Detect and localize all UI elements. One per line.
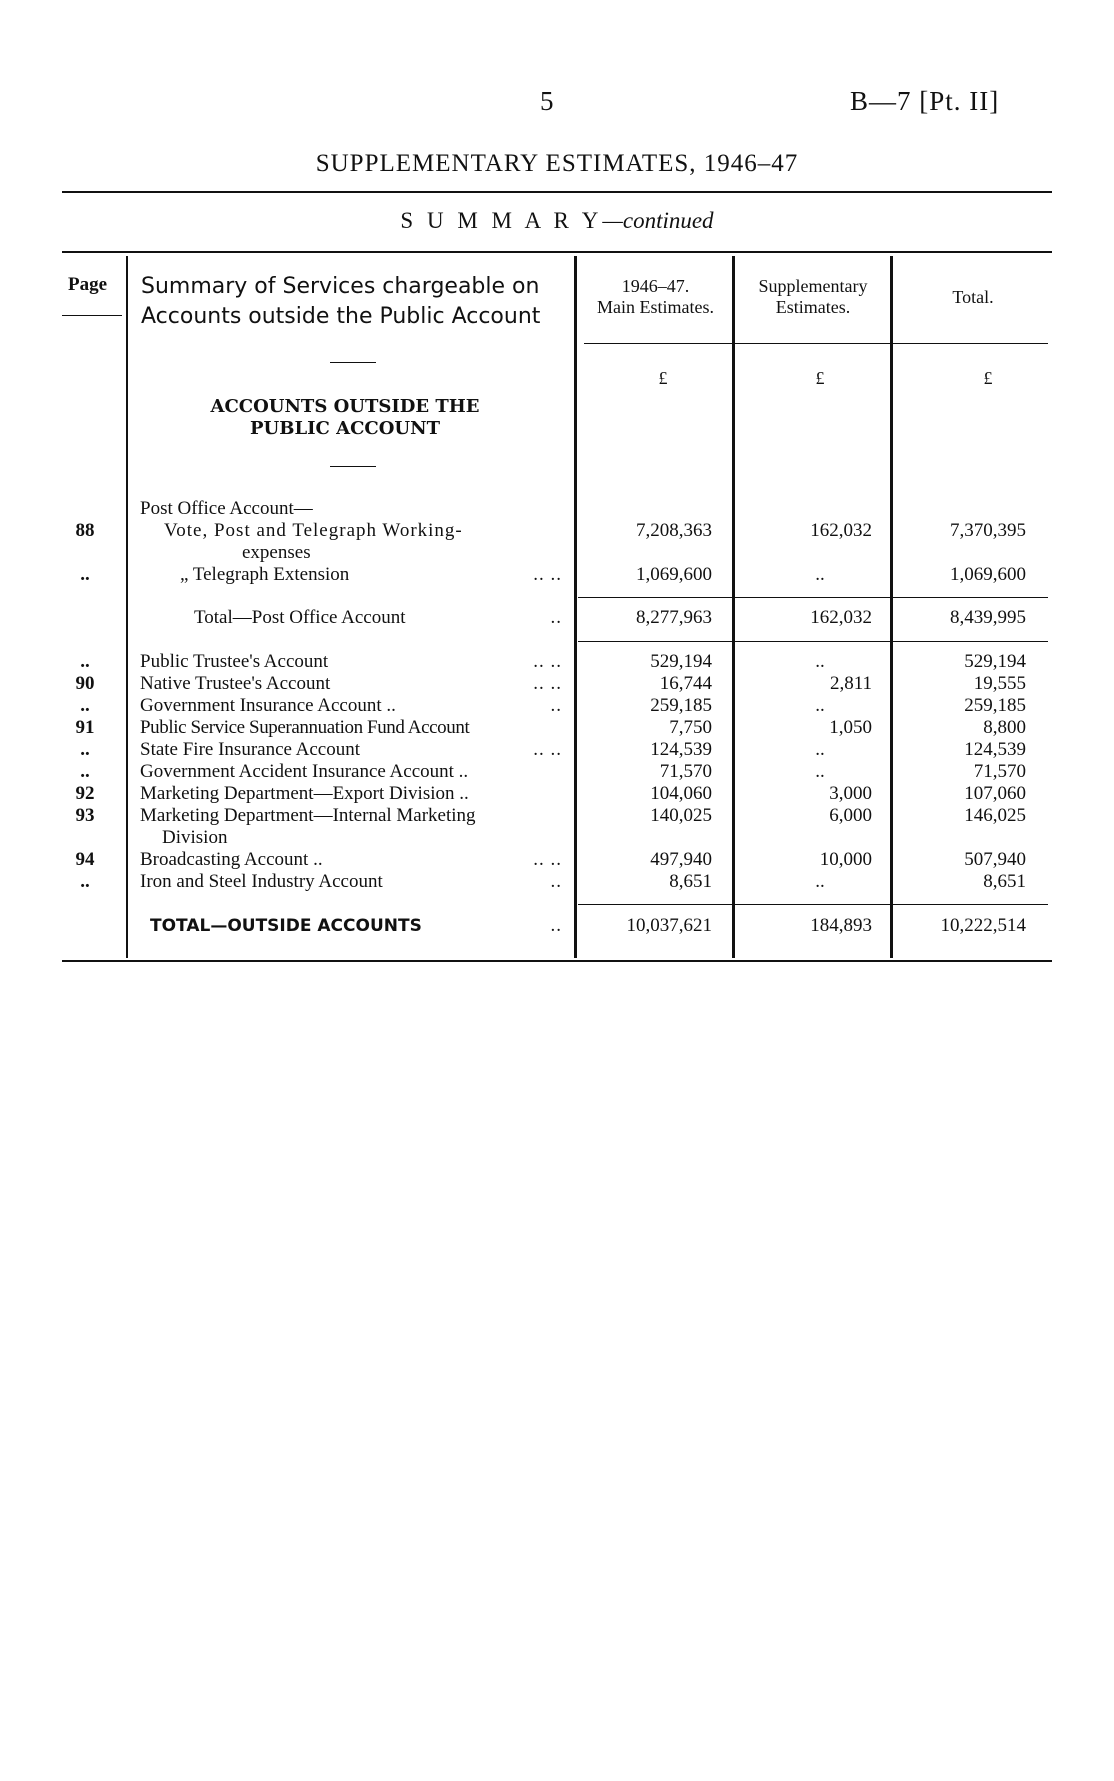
row-label: Marketing Department—Export Division .. bbox=[140, 783, 469, 804]
row-label: Broadcasting Account .. bbox=[140, 849, 323, 870]
table-row bbox=[0, 805, 1114, 827]
row-leader-dots: .. bbox=[550, 607, 562, 628]
row-main-estimate: 16,744 bbox=[659, 673, 712, 694]
row-main-estimate: 71,570 bbox=[659, 761, 712, 782]
row-total: 124,539 bbox=[964, 739, 1026, 760]
row-main-estimate: 259,185 bbox=[650, 695, 712, 716]
row-total: 1,069,600 bbox=[950, 564, 1026, 585]
row-main-estimate: 140,025 bbox=[650, 805, 712, 826]
main-header-line2: Main Estimates. bbox=[597, 297, 714, 317]
row-supplementary: 3,000 bbox=[829, 783, 872, 804]
row-label: Government Accident Insurance Account .. bbox=[140, 761, 469, 782]
table-row bbox=[0, 783, 1114, 805]
table-row bbox=[0, 761, 1114, 783]
grand-total-main: 10,037,621 bbox=[626, 915, 712, 936]
row-leader-dots: .. bbox=[550, 915, 562, 936]
grand-total-total: 10,222,514 bbox=[940, 915, 1026, 936]
figures-header-rule bbox=[584, 343, 1048, 344]
row-supplementary: .. bbox=[815, 739, 825, 760]
row-total: 8,800 bbox=[983, 717, 1026, 738]
grand-total-label: TOTAL—OUTSIDE ACCOUNTS bbox=[150, 916, 422, 936]
table-row bbox=[0, 673, 1114, 695]
page-column-header: Page bbox=[68, 274, 108, 295]
document-title: SUPPLEMENTARY ESTIMATES, 1946–47 bbox=[315, 150, 799, 177]
supp-currency: £ bbox=[815, 368, 825, 388]
row-leader-dots: .. .. bbox=[533, 651, 562, 672]
document-reference: B—7 [Pt. II] bbox=[850, 86, 1000, 116]
row-total: 8,439,995 bbox=[950, 607, 1026, 628]
main-currency: £ bbox=[658, 368, 668, 388]
post-office-heading-row bbox=[0, 498, 1114, 520]
row-leader-dots: .. bbox=[550, 871, 562, 892]
supplementary-estimates-header bbox=[736, 276, 890, 318]
description-header-line2: Accounts outside the Public Account bbox=[141, 304, 541, 329]
row-label: Government Insurance Account .. bbox=[140, 695, 396, 716]
row-page: .. bbox=[80, 651, 90, 672]
post-office-heading: Post Office Account— bbox=[140, 498, 313, 519]
row-label-continuation: Division bbox=[162, 827, 228, 848]
title-rule bbox=[62, 191, 1052, 193]
row-label: Native Trustee's Account bbox=[140, 673, 331, 694]
row-leader-dots: .. bbox=[550, 695, 562, 716]
row-leader-dots: .. .. bbox=[533, 673, 562, 694]
row-page: .. bbox=[80, 761, 90, 782]
subtitle-main: S U M M A R Y bbox=[400, 208, 603, 233]
table-row bbox=[0, 739, 1114, 761]
row-page: .. bbox=[80, 564, 90, 585]
row-supplementary: 162,032 bbox=[810, 520, 872, 541]
section-heading-line2: PUBLIC ACCOUNT bbox=[250, 418, 440, 439]
row-label: Iron and Steel Industry Account bbox=[140, 871, 383, 892]
table-row-continuation bbox=[0, 827, 1114, 849]
table-row bbox=[0, 717, 1114, 739]
table-row bbox=[0, 651, 1114, 673]
row-label: Public Service Superannuation Fund Account bbox=[140, 717, 470, 738]
row-main-estimate: 1,069,600 bbox=[636, 564, 712, 585]
description-column-header bbox=[141, 272, 540, 332]
row-total: 7,370,395 bbox=[950, 520, 1026, 541]
section-rule-bottom bbox=[330, 466, 376, 467]
row-supplementary: 10,000 bbox=[819, 849, 872, 870]
row-total: 71,570 bbox=[973, 761, 1026, 782]
table-top-rule bbox=[62, 251, 1052, 253]
row-page: .. bbox=[80, 871, 90, 892]
section-rule-top bbox=[330, 362, 376, 363]
section-heading-line1: ACCOUNTS OUTSIDE THE bbox=[210, 396, 480, 417]
table-row bbox=[0, 520, 1114, 542]
row-label: State Fire Insurance Account bbox=[140, 739, 361, 760]
row-page: .. bbox=[80, 739, 90, 760]
table-row bbox=[0, 849, 1114, 871]
row-total: 259,185 bbox=[964, 695, 1026, 716]
table-bottom-rule bbox=[62, 960, 1052, 962]
row-label: Marketing Department—Internal Marketing bbox=[140, 805, 476, 826]
row-supplementary: 2,811 bbox=[829, 673, 872, 694]
row-leader-dots: .. .. bbox=[533, 849, 562, 870]
row-supplementary: 6,000 bbox=[829, 805, 872, 826]
row-page: 93 bbox=[75, 805, 95, 826]
row-page: 90 bbox=[75, 673, 95, 694]
row-main-estimate: 529,194 bbox=[650, 651, 712, 672]
row-supplementary: .. bbox=[815, 564, 825, 585]
grand-total-supplementary: 184,893 bbox=[810, 915, 872, 936]
row-main-estimate: 7,208,363 bbox=[636, 520, 712, 541]
page-header-rule bbox=[62, 315, 122, 316]
row-main-estimate: 8,651 bbox=[669, 871, 712, 892]
row-supplementary: 1,050 bbox=[829, 717, 872, 738]
row-total: 8,651 bbox=[983, 871, 1026, 892]
row-supplementary: .. bbox=[815, 695, 825, 716]
row-page: 91 bbox=[75, 717, 95, 738]
description-header-line1: Summary of Services chargeable on bbox=[141, 274, 540, 299]
subtotal-rule-top bbox=[578, 597, 1048, 598]
table-row-continuation bbox=[0, 542, 1114, 564]
row-page: .. bbox=[80, 695, 90, 716]
table-row bbox=[0, 695, 1114, 717]
row-page: 88 bbox=[75, 520, 95, 541]
row-label: „ Telegraph Extension bbox=[180, 564, 350, 585]
row-total: 507,940 bbox=[964, 849, 1026, 870]
total-currency: £ bbox=[983, 368, 993, 388]
row-main-estimate: 8,277,963 bbox=[636, 607, 712, 628]
supp-header-line1: Supplementary bbox=[758, 276, 868, 296]
row-main-estimate: 104,060 bbox=[650, 783, 712, 804]
total-column-header: Total. bbox=[952, 287, 994, 307]
page-number: 5 bbox=[540, 86, 554, 116]
summary-subtitle bbox=[0, 208, 1114, 234]
row-label-continuation: expenses bbox=[242, 542, 311, 563]
row-label: Total—Post Office Account bbox=[194, 607, 406, 628]
row-leader-dots: .. .. bbox=[533, 564, 562, 585]
subtotal-rule-bottom bbox=[578, 641, 1048, 642]
row-supplementary: 162,032 bbox=[810, 607, 872, 628]
row-page: 92 bbox=[75, 783, 95, 804]
row-label: Public Trustee's Account bbox=[140, 651, 329, 672]
row-supplementary: .. bbox=[815, 871, 825, 892]
row-total: 146,025 bbox=[964, 805, 1026, 826]
grand-total-rule bbox=[578, 904, 1048, 905]
row-total: 19,555 bbox=[973, 673, 1026, 694]
table-row bbox=[0, 564, 1114, 586]
subtitle-continued: —continued bbox=[602, 208, 714, 233]
row-main-estimate: 497,940 bbox=[650, 849, 712, 870]
table-row bbox=[0, 871, 1114, 893]
row-main-estimate: 124,539 bbox=[650, 739, 712, 760]
row-total: 107,060 bbox=[964, 783, 1026, 804]
main-header-line1: 1946–47. bbox=[621, 276, 690, 296]
section-heading bbox=[130, 396, 560, 440]
row-leader-dots: .. .. bbox=[533, 739, 562, 760]
row-label: Vote, Post and Telegraph Working- bbox=[164, 520, 463, 541]
row-main-estimate: 7,750 bbox=[669, 717, 712, 738]
main-estimates-header bbox=[578, 276, 733, 318]
grand-total-row bbox=[0, 915, 1114, 937]
row-page: 94 bbox=[75, 849, 95, 870]
supp-header-line2: Estimates. bbox=[775, 297, 851, 317]
row-supplementary: .. bbox=[815, 761, 825, 782]
post-office-total-row bbox=[0, 607, 1114, 629]
row-total: 529,194 bbox=[964, 651, 1026, 672]
row-supplementary: .. bbox=[815, 651, 825, 672]
